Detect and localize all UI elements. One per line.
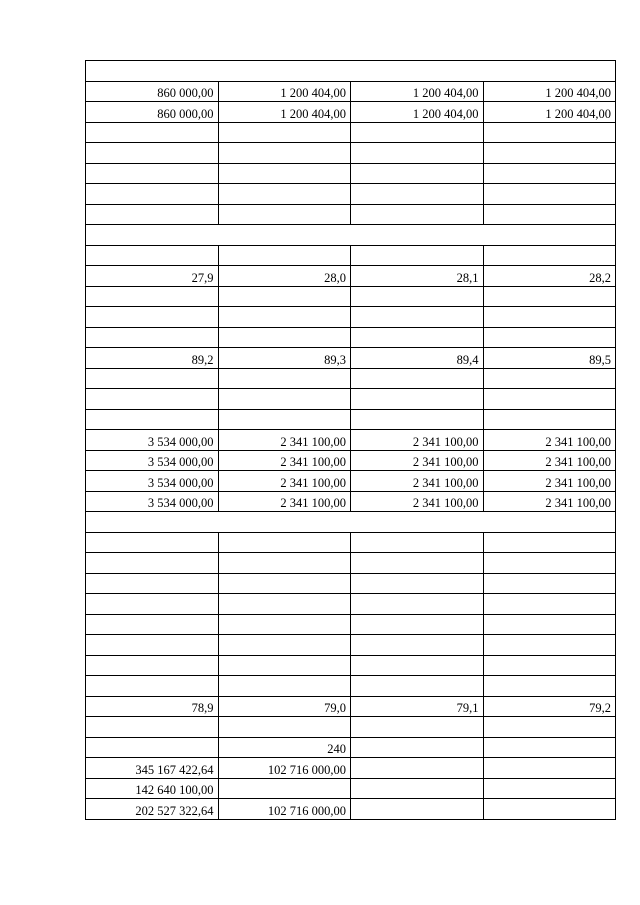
table-row [86, 696, 616, 717]
table-cell [483, 573, 616, 594]
table-cell [218, 614, 351, 635]
table-cell [86, 327, 219, 348]
table-cell [483, 245, 616, 266]
table-cell: 28,1 [351, 266, 484, 287]
table-cell [218, 676, 351, 697]
table-cell [86, 676, 219, 697]
table-row [86, 122, 616, 143]
table-cell [351, 122, 484, 143]
budget-table [85, 60, 616, 820]
table-cell: 240 [218, 737, 351, 758]
table-row [86, 532, 616, 553]
table-cell [483, 286, 616, 307]
table-cell [86, 122, 219, 143]
table-cell [483, 163, 616, 184]
table-cell [483, 532, 616, 553]
table-row [86, 204, 616, 225]
table-cell [483, 307, 616, 328]
table-cell [483, 594, 616, 615]
table-cell: 28,2 [483, 266, 616, 287]
table-cell [351, 368, 484, 389]
table-cell: 78,9 [86, 696, 219, 717]
section-row [86, 512, 616, 533]
table-cell [218, 307, 351, 328]
table-row [86, 553, 616, 574]
table-cell [351, 532, 484, 553]
table-row [86, 758, 616, 779]
table-cell: 2 341 100,00 [483, 450, 616, 471]
table-row [86, 614, 616, 635]
table-cell [86, 737, 219, 758]
table-cell: 860 000,00 [86, 81, 219, 102]
table-cell [483, 676, 616, 697]
table-cell [483, 799, 616, 820]
table-cell [218, 532, 351, 553]
table-cell [351, 245, 484, 266]
table-cell [351, 758, 484, 779]
table-cell: 860 000,00 [86, 102, 219, 123]
table-cell [351, 184, 484, 205]
table-cell [86, 635, 219, 656]
table-cell: 1 200 404,00 [351, 81, 484, 102]
table-cell: 2 341 100,00 [483, 471, 616, 492]
table-cell [86, 307, 219, 328]
table-cell [218, 286, 351, 307]
table-cell [483, 778, 616, 799]
table-cell [218, 122, 351, 143]
table-cell [86, 245, 219, 266]
table-row [86, 573, 616, 594]
table-row [86, 348, 616, 369]
table-cell [86, 655, 219, 676]
table-cell [86, 553, 219, 574]
table-cell [483, 635, 616, 656]
table-row [86, 799, 616, 820]
table-cell: 3 534 000,00 [86, 471, 219, 492]
table-cell [483, 614, 616, 635]
table-row [86, 368, 616, 389]
table-cell [218, 389, 351, 410]
table-cell [351, 409, 484, 430]
table-cell [483, 184, 616, 205]
table-cell: 3 534 000,00 [86, 491, 219, 512]
table-cell [218, 184, 351, 205]
section-row [86, 61, 616, 82]
table-cell [351, 307, 484, 328]
table-cell [351, 655, 484, 676]
table-row [86, 635, 616, 656]
table-cell [86, 409, 219, 430]
table-cell [86, 286, 219, 307]
table-row [86, 327, 616, 348]
table-cell [351, 163, 484, 184]
table-cell [218, 717, 351, 738]
table-cell [218, 245, 351, 266]
table-cell [351, 389, 484, 410]
table-cell [218, 204, 351, 225]
table-body [86, 61, 616, 820]
table-cell: 1 200 404,00 [351, 102, 484, 123]
table-cell [86, 532, 219, 553]
table-cell [86, 614, 219, 635]
table-cell [86, 143, 219, 164]
table-cell [351, 286, 484, 307]
table-cell [218, 553, 351, 574]
table-row [86, 184, 616, 205]
table-cell [483, 122, 616, 143]
table-cell: 102 716 000,00 [218, 799, 351, 820]
table-cell: 2 341 100,00 [483, 491, 616, 512]
table-row [86, 81, 616, 102]
table-cell: 345 167 422,64 [86, 758, 219, 779]
table-row [86, 717, 616, 738]
table-cell [218, 327, 351, 348]
table-cell [351, 204, 484, 225]
table-row [86, 307, 616, 328]
table-cell [351, 594, 484, 615]
table-cell [351, 676, 484, 697]
table-cell [86, 717, 219, 738]
table-cell [86, 204, 219, 225]
table-row [86, 143, 616, 164]
table-row [86, 245, 616, 266]
table-cell: 28,0 [218, 266, 351, 287]
table-cell [351, 635, 484, 656]
table-cell [86, 184, 219, 205]
table-cell: 3 534 000,00 [86, 430, 219, 451]
table-cell [351, 737, 484, 758]
table-cell: 202 527 322,64 [86, 799, 219, 820]
table-cell [483, 737, 616, 758]
table-cell [483, 717, 616, 738]
table-cell: 2 341 100,00 [218, 430, 351, 451]
table-cell: 2 341 100,00 [351, 491, 484, 512]
table-cell [483, 327, 616, 348]
table-row [86, 450, 616, 471]
table-cell [351, 553, 484, 574]
table-cell: 1 200 404,00 [218, 81, 351, 102]
table-cell [86, 573, 219, 594]
table-cell [351, 614, 484, 635]
table-cell: 27,9 [86, 266, 219, 287]
table-cell [218, 409, 351, 430]
table-cell: 2 341 100,00 [351, 471, 484, 492]
table-cell [483, 389, 616, 410]
table-row [86, 594, 616, 615]
table-cell: 2 341 100,00 [218, 450, 351, 471]
table-cell: 89,5 [483, 348, 616, 369]
table-cell [218, 655, 351, 676]
table-row [86, 266, 616, 287]
table-cell [483, 553, 616, 574]
table-cell [86, 163, 219, 184]
table-cell: 89,2 [86, 348, 219, 369]
table-cell: 142 640 100,00 [86, 778, 219, 799]
table-cell [351, 778, 484, 799]
table-cell: 2 341 100,00 [218, 491, 351, 512]
table-cell [351, 799, 484, 820]
table-cell [218, 573, 351, 594]
table-cell: 79,1 [351, 696, 484, 717]
table-cell [351, 327, 484, 348]
table-cell [218, 778, 351, 799]
section-cell [86, 61, 616, 82]
table-cell [218, 594, 351, 615]
table-row [86, 676, 616, 697]
table-cell: 1 200 404,00 [483, 102, 616, 123]
table-row [86, 430, 616, 451]
table-cell [483, 143, 616, 164]
table-row [86, 471, 616, 492]
table-cell: 79,2 [483, 696, 616, 717]
table-cell [483, 655, 616, 676]
table-cell [483, 758, 616, 779]
table-cell [351, 717, 484, 738]
table-row [86, 163, 616, 184]
table-cell: 3 534 000,00 [86, 450, 219, 471]
table-cell [86, 594, 219, 615]
table-cell: 2 341 100,00 [351, 450, 484, 471]
table-cell [483, 204, 616, 225]
table-row [86, 737, 616, 758]
table-cell: 2 341 100,00 [351, 430, 484, 451]
table-cell: 89,3 [218, 348, 351, 369]
table-row [86, 778, 616, 799]
section-cell [86, 225, 616, 246]
table-cell [218, 143, 351, 164]
table-cell [483, 368, 616, 389]
table-row [86, 286, 616, 307]
table-row [86, 491, 616, 512]
table-row [86, 389, 616, 410]
table-row [86, 102, 616, 123]
table-cell: 79,0 [218, 696, 351, 717]
section-cell [86, 512, 616, 533]
table-row [86, 409, 616, 430]
table-cell [218, 163, 351, 184]
table-row [86, 655, 616, 676]
table-cell [218, 635, 351, 656]
table-cell: 89,4 [351, 348, 484, 369]
table-cell: 1 200 404,00 [218, 102, 351, 123]
table-cell [86, 389, 219, 410]
section-row [86, 225, 616, 246]
table-cell: 102 716 000,00 [218, 758, 351, 779]
table-cell [351, 143, 484, 164]
table-cell: 2 341 100,00 [483, 430, 616, 451]
table-cell [86, 368, 219, 389]
table-cell: 2 341 100,00 [218, 471, 351, 492]
table-cell [218, 368, 351, 389]
table-cell [483, 409, 616, 430]
table-cell [351, 573, 484, 594]
table-cell: 1 200 404,00 [483, 81, 616, 102]
